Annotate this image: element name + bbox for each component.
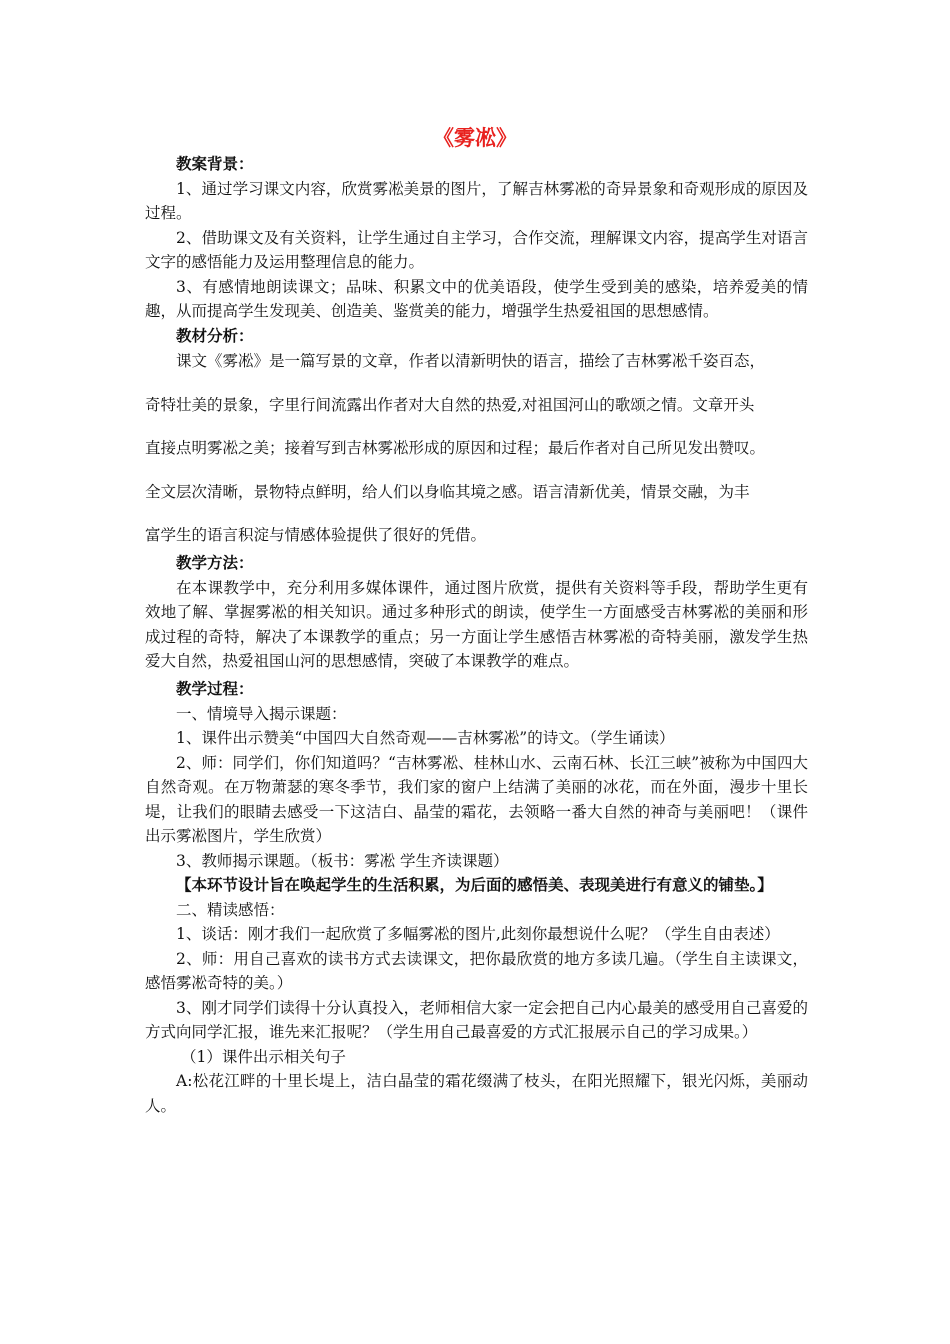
process-item-4: 1、谈话：刚才我们一起欣赏了多幅雾凇的图片,此刻你最想说什么呢？（学生自由表述） [176,925,780,943]
process-item-5: 2、师：用自己喜欢的读书方式去读课文，把你最欣赏的地方多读几遍。（学生自主读课文，感悟雾凇奇特的美。） [145,949,808,992]
background-item-2: 2、借助课文及有关资料，让学生通过自主学习，合作交流，理解课文内容，提高学生对语言文字的感悟能力及运用整理信息的能力。 [145,228,808,271]
document-title: 《雾凇》 [433,125,517,150]
analysis-line-2: 奇特壮美的景象，字里行间流露出作者对大自然的热爱,对祖国河山的歌颂之情。文章开头 [145,395,755,414]
design-note: 【本环节设计旨在唤起学生的生活积累，为后面的感悟美、表现美进行有意义的铺垫。】 [176,875,773,894]
analysis-line-4: 全文层次清晰，景物特点鲜明，给人们以身临其境之感。语言清新优美，情景交融，为丰 [145,482,750,501]
analysis-line-1: 课文《雾凇》是一篇写景的文章，作者以清新明快的语言，描绘了吉林雾凇千姿百态， [176,352,766,370]
process-step-1: 一、情境导入揭示课题： [176,704,347,723]
background-section [145,152,808,348]
method-section [145,551,808,674]
method-heading: 教学方法： [176,553,254,572]
process-sentence-a: A:松花江畔的十里长堤上，洁白晶莹的霜花缀满了枝头，在阳光照耀下，银光闪烁，美丽动人。 [145,1072,808,1115]
process-item-1: 1、课件出示赞美“中国四大自然奇观——吉林雾凇”的诗文。（学生诵读） [176,729,675,747]
process-heading: 教学过程： [176,679,254,698]
process-item-2: 2、师：同学们，你们知道吗？“吉林雾凇、桂林山水、云南石林、长江三峡”被称为中国四大自然奇观。在万物萧瑟的寒冬季节，我们家的窗户上结满了美丽的冰花，而在外面，漫步十里长堤，让我们的眼睛去感受一下这洁白、晶莹的霜花，去领略一番大自然的神奇与美丽吧！（课件出示雾凇图片，学生欣赏） [145,753,808,845]
process-item-6: 3、刚才同学们读得十分认真投入，老师相信大家一定会把自己内心最美的感受用自己喜爱的方式向同学汇报，谁先来汇报呢？（学生用自己最喜爱的方式汇报展示自己的学习成果。） [145,998,808,1041]
method-text: 在本课教学中，充分利用多媒体课件，通过图片欣赏，提供有关资料等手段，帮助学生更有效地了解、掌握雾凇的相关知识。通过多种形式的朗读，使学生一方面感受吉林雾凇的美丽和形成过程的奇特，解决了本课教学的重点；另一方面让学生感悟吉林雾凇的奇特美丽，激发学生热爱大自然，热爱祖国山河的思想感情，突破了本课教学的难点。 [145,578,808,670]
process-subitem-1: （1）课件出示相关句子 [181,1047,346,1066]
background-heading: 教案背景： [176,154,254,173]
analysis-heading: 教材分析： [176,325,254,345]
analysis-line-3: 直接点明雾凇之美；接着写到吉林雾凇形成的原因和过程；最后作者对自己所见发出赞叹。 [145,439,766,457]
process-step-2: 二、精读感悟： [176,900,285,919]
analysis-line-5: 富学生的语言积淀与情感体验提供了很好的凭借。 [145,526,487,544]
background-item-3: 3、有感情地朗读课文；品味、积累文中的优美语段，使学生受到美的感染，培养爱美的情趣，从而提高学生发现美、创造美、鉴赏美的能力，增强学生热爱祖国的思想感情。 [145,277,808,320]
background-item-1: 1、通过学习课文内容，欣赏雾凇美景的图片，了解吉林雾凇的奇异景象和奇观形成的原因及过程。 [145,179,808,222]
process-section [145,677,808,1118]
analysis-section [145,340,808,558]
process-item-3: 3、教师揭示课题。（板书：雾凇 学生齐读课题） [176,851,509,870]
